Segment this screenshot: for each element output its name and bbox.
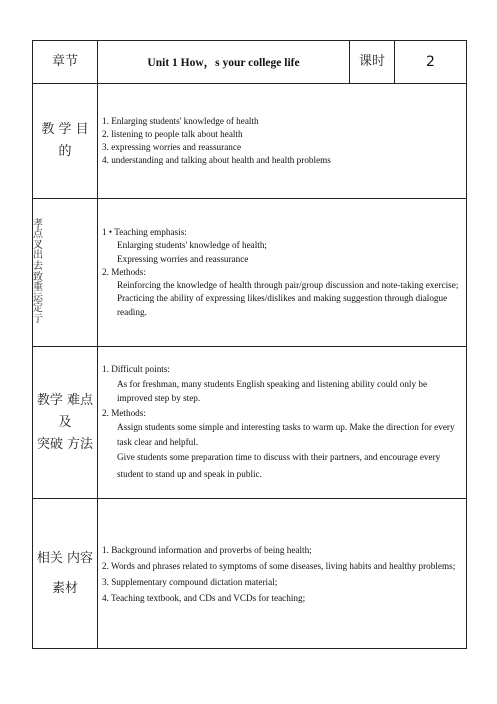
difficulties-label-line3: 突破 方法 (36, 436, 94, 452)
emphasis-point: Enlarging students' knowledge of health; (117, 240, 267, 251)
method-item: Practicing the ability of expressing likes/dislikes and making suggestion through dialogue reading. (117, 293, 448, 317)
difficulties-label (33, 347, 98, 499)
material-item: 4. Teaching textbook, and CDs and VCDs for teaching; (102, 592, 306, 603)
emphasis-label (33, 199, 98, 347)
difficulty-method: Assign students some simple and interesting tasks to warm up. Make the direction for every task clear and helpful. (117, 422, 455, 447)
difficult-point: As for freshman, many students English speaking and listening ability could only be improved step by step. (117, 378, 428, 403)
materials-label (33, 499, 98, 649)
materials-label-line2: 素材 (51, 580, 78, 596)
difficulty-method: Give students some preparation time to discuss with their partners, and encourage every student to stand up and speak in public. (117, 452, 441, 479)
objectives-content (98, 84, 467, 199)
hours-label: 课时 (350, 41, 395, 84)
hours-value: 2 (395, 41, 467, 84)
objective-item: 1. Enlarging students' knowledge of health (102, 115, 259, 126)
materials-row (33, 499, 467, 649)
difficult-points-heading: 1. Difficult points: (102, 364, 170, 374)
emphasis-label-vertical: 孝点叉出去 致重运定亍 (33, 218, 43, 325)
difficulties-content (98, 347, 467, 499)
objective-item: 2. listening to people talk about health (102, 128, 243, 139)
materials-label-line1: 相关 内容 (36, 550, 94, 566)
materials-content (98, 499, 467, 649)
objectives-label-line2: 的 (58, 144, 72, 159)
difficulties-label-line2: 及 (58, 414, 72, 430)
difficulties-label-line1: 教学 难点 (36, 392, 94, 408)
objective-item: 4. understanding and talking about health and health problems (102, 155, 331, 166)
material-item: 1. Background information and proverbs of being health; (102, 544, 312, 555)
emphasis-content (98, 199, 467, 347)
material-item: 2. Words and phrases related to symptoms of some diseases, living habits and healthy problems; (102, 560, 456, 571)
material-item: 3. Supplementary compound dictation material; (102, 576, 278, 587)
lesson-plan-sheet (32, 40, 466, 649)
objective-item: 3. expressing worries and reassurance (102, 142, 242, 152)
lesson-plan-table (32, 40, 467, 649)
objectives-row (33, 84, 467, 199)
header-row (33, 41, 467, 84)
unit-title: Unit 1 How，s your college life (98, 41, 350, 84)
objectives-label-line1: 教 学 目 (41, 122, 89, 137)
difficulties-row (33, 347, 467, 499)
emphasis-heading: 1 • Teaching emphasis: (102, 227, 187, 238)
emphasis-point: Expressing worries and reassurance (117, 253, 249, 264)
chapter-label: 章节 (33, 41, 98, 84)
objectives-label (33, 84, 98, 199)
methods-heading: 2. Methods: (102, 266, 146, 277)
method-item: Reinforcing the knowledge of health through pair/group discussion and note-taking exercise; (117, 280, 459, 291)
difficulty-methods-heading: 2. Methods: (102, 407, 146, 418)
emphasis-row (33, 199, 467, 347)
